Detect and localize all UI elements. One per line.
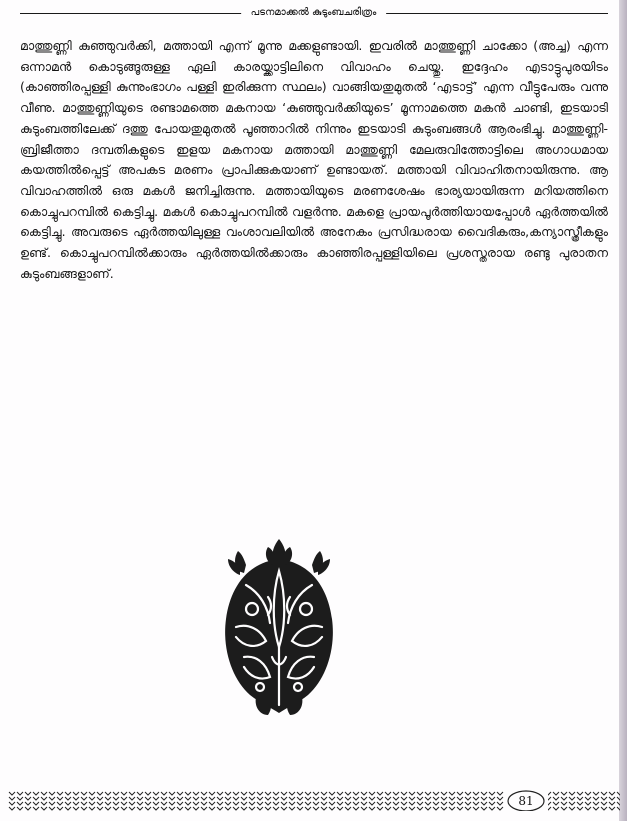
floral-ornament-icon [216, 537, 342, 717]
page-spine-shadow [619, 0, 627, 821]
running-header-title: പടനമാക്കൽ കുടുംബചരിത്രം [241, 5, 387, 20]
page-number: 81 [518, 794, 534, 808]
body-paragraph: മാത്തുണ്ണി കുഞ്ഞുവർക്കി, മത്തായി എന്ന് മൂന്നു മക്കളുണ്ടായി. ഇവരിൽ മാത്തുണ്ണി ചാക്കോ (അച്ച) എന്ന ഒന്നാമൻ കൊടുങ്ങൂരുള്ള ഏലി കാരയ്ക്കാട്ടിലിനെ വിവാഹം ചെയ്തു. ഇദ്ദേഹം എടാട്ടുപുരയിടം (കാഞ്ഞിരപ്പള്ളി കുന്നുംഭാഗം പള്ളി ഇരിക്കുന്ന സ്ഥലം) വാങ്ങിയതുമുതൽ ‘എടാട്ട്’ എന്ന വീട്ടുപേരും വന്നു വീണു. മാത്തുണ്ണിയുടെ രണ്ടാമത്തെ മകനായ ‘കുഞ്ഞുവർക്കിയുടെ’ മൂന്നാമത്തെ മകൻ ചാണ്ടി, ഇടയാടി കുടുംബത്തിലേക്ക് ദത്തു പോയതുമുതൽ പൂഞ്ഞാറിൽ നിന്നും ഇടയാടി കുടുംബങ്ങൾ ആരംഭിച്ചു. മാത്തുണ്ണി-ബ്രിജീത്താ ദമ്പതികളുടെ ഇളയ മകനായ മത്തായി മാത്തുണ്ണി മേലരുവിത്തോട്ടിലെ അഗാധമായ കയത്തിൽപ്പെട്ട് അപകട മരണം പ്രാപിക്കുകയാണ് ഉണ്ടായത്. മത്തായി വിവാഹിതനായിരുന്നു. ആ വിവാഹത്തിൽ ഒരു മകൾ ജനിച്ചിരുന്നു. മത്തായിയുടെ മരണശേഷം ഭാര്യയായിരുന്ന മറിയത്തിനെ കൊച്ചുപറമ്പിൽ കെട്ടിച്ചു. മകൾ കൊച്ചുപറമ്പിൽ വളർന്നു. മകളെ പ്രായപൂർത്തിയായപ്പോൾ ഏർത്തയിൽ കെട്ടിച്ചു. അവരുടെ ഏർത്തയിലുള്ള വംശാവലിയിൽ അനേകം പ്രസിദ്ധരായ വൈദികരും,കന്യാസ്ത്രീകളും ഉണ്ട്. കൊച്ചുപറമ്പിൽക്കാരും ഏർത്തയിൽക്കാരും കാഞ്ഞിരപ്പള്ളിയിലെ പ്രശസ്തരായ രണ്ടു പുരാതന കുടുംബങ്ങളാണ്. [20, 38, 608, 281]
